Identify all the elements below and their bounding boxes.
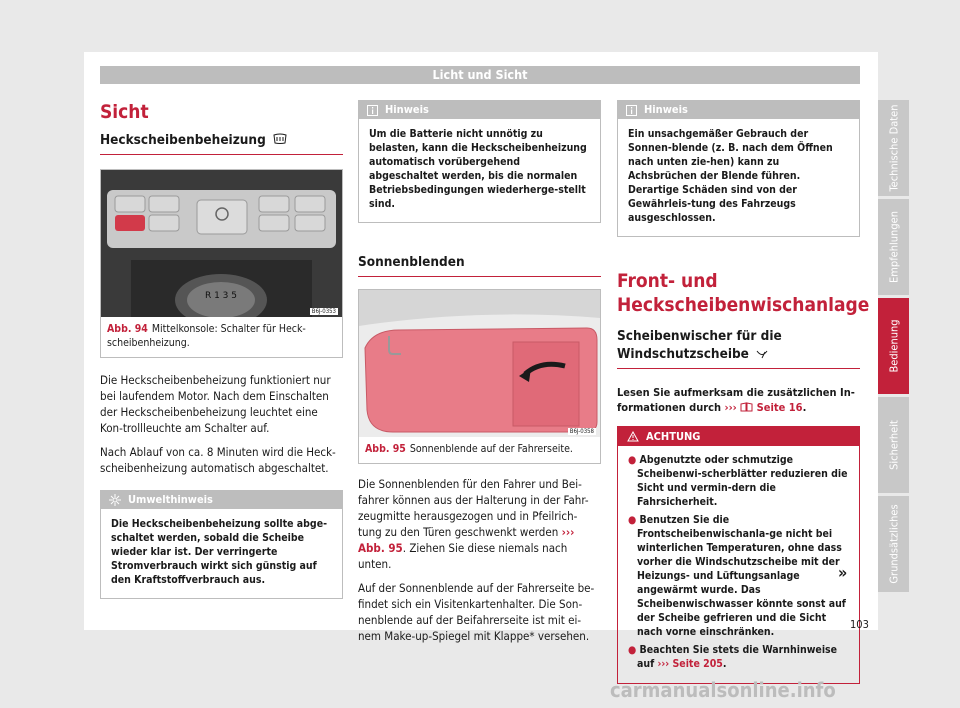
tab-technische-daten[interactable]: Technische Daten <box>878 100 909 196</box>
info-link[interactable]: ››› <box>724 401 737 414</box>
console-photo <box>101 170 342 317</box>
column-right <box>617 100 870 684</box>
page-link[interactable]: ››› Seite 205 <box>657 658 723 670</box>
paragraph: Nach Ablauf von ca. 8 Minuten wird die Heck-scheibenheizung automatisch abgeschaltet. <box>100 445 336 475</box>
hint-note <box>358 100 601 223</box>
heading-rule <box>617 368 860 369</box>
section-heading-sicht: Sicht <box>100 101 149 123</box>
chapter-tabs <box>878 100 909 595</box>
environment-note <box>100 490 343 599</box>
figure-link[interactable]: ››› Abb. 95 <box>358 525 575 555</box>
running-header: Licht und Sicht <box>100 66 860 84</box>
tab-empfehlungen[interactable]: Empfehlungen <box>878 199 909 295</box>
paragraph: Auf der Sonnenblende auf der Fahrerseite be-findet sich ein Visitenkartenhalter. Die Son-nenblende auf der Beifahrerseite ist mit ei-nem Make-up-Spiegel mit Klappe* versehen. <box>358 581 595 643</box>
center-console-image <box>101 170 342 317</box>
continue-arrow: » <box>838 563 848 582</box>
warning-text <box>618 446 859 683</box>
page-link[interactable]: Seite 16 <box>756 401 803 414</box>
figure-number: Abb. 94 <box>107 323 148 335</box>
section-heading: Sonnenblenden <box>358 254 465 270</box>
warning-box <box>617 426 860 684</box>
warning-item: ● Abgenutzte oder schmutzige Scheibenwi-scherblätter reduzieren die Sicht und vermin-dern die Fahrsicherheit. <box>628 454 848 508</box>
figure-abb-95 <box>358 289 601 464</box>
column-middle <box>358 100 601 644</box>
tab-sicherheit[interactable]: Sicherheit <box>878 397 909 493</box>
rear-window-heater-icon <box>273 133 287 145</box>
paragraph: Die Sonnenblenden für den Fahrer und Bei-fahrer können aus der Halterung in der Fahr-zeugmitte herausgezogen und in Pfeilrich-tung zu den Türen geschwenkt werden ››› Abb. 95. Ziehen Sie diese niemals nach unten. <box>358 477 589 571</box>
intro-paragraph: Lesen Sie aufmerksam die zusätzlichen In-formationen durch ››› Seite 16. <box>617 386 855 414</box>
figure-number: Abb. 95 <box>365 443 406 455</box>
wiper-icon <box>756 349 768 359</box>
warning-header: ACHTUNG <box>618 427 859 446</box>
watermark: carmanualsonline.info <box>610 678 836 702</box>
environment-icon <box>109 494 121 506</box>
note-text: Die Heckscheibenbeheizung sollte abge-schaltet werden, sobald die Scheibe wieder klar ist. Der verringerte Stromverbrauch wirkt sich günstig auf den Kraftstoffverbrauch aus. <box>111 518 328 586</box>
image-code: B6J-0358 <box>569 428 594 435</box>
note-text: Um die Batterie nicht unnötig zu belasten, kann die Heckscheibenheizung automatisch vorübergehend abgeschaltet werden, bis die normalen Betriebsbedingungen wiederherge-stellt sind. <box>369 128 587 210</box>
figure-abb-94 <box>100 169 343 358</box>
hint-note <box>617 100 860 237</box>
note-header: Hinweis <box>359 101 600 119</box>
section-heading-wischanlage: Front- und Heckscheibenwischanlage <box>617 270 870 316</box>
heading-rule <box>100 154 343 155</box>
tab-grundsaetzliches[interactable]: Grundsätzliches <box>878 496 909 592</box>
subheading-scheibenwischer: Scheibenwischer für die Windschutzscheibe <box>617 328 782 362</box>
sun-visor-image <box>359 290 600 437</box>
paragraph: Die Heckscheibenbeheizung funktioniert nur bei laufendem Motor. Nach dem Einschalten der Heckscheibenbeheizung leuchtet eine Kon-trollleuchte am Schalter auf. <box>100 373 331 435</box>
figure-caption: Abb. 95 Sonnenblende auf der Fahrerseite. <box>365 443 573 455</box>
info-icon <box>626 105 637 116</box>
note-text: Ein unsachgemäßer Gebrauch der Sonnen-blende (z. B. nach dem Öffnen nach unten zie-hen) kann zu Achsbrüchen der Blende führen. Derartige Schäden sind von der Gewährleis-tung des Fahrzeugs ausgeschlossen. <box>628 128 833 224</box>
svg-text:R 1 3 5: R 1 3 5 <box>204 291 238 301</box>
warning-item: ● Beachten Sie stets die Warnhinweise auf ››› Seite 205. <box>628 644 838 670</box>
image-code: B6J-0353 <box>311 308 336 315</box>
subheading-heckscheibenbeheizung: Heckscheibenbeheizung <box>100 131 343 149</box>
note-header: Umwelthinweis <box>101 491 342 509</box>
column-left <box>100 100 343 599</box>
figure-caption: Abb. 94 Mittelkonsole: Schalter für Heck-scheibenheizung. <box>107 323 306 349</box>
note-header: Hinweis <box>618 101 859 119</box>
section-sonnenblenden <box>358 253 601 277</box>
warning-item: ● Benutzen Sie die Frontscheibenwischanla-ge nicht bei winterlichen Temperaturen, ohne dass vorher die Windschutzscheibe mit der Heizungs- und Lüftungsanlage angewärmt wurde. Das Scheibenwischwasser könnte sonst auf der Scheibe gefrieren und die Sicht nach vorne einschränken. <box>628 514 846 638</box>
info-icon <box>367 105 378 116</box>
tab-bedienung[interactable]: Bedienung <box>878 298 909 394</box>
heading-rule <box>358 276 601 277</box>
warning-triangle-icon <box>627 431 639 442</box>
book-icon <box>740 402 753 412</box>
sun-visor-photo <box>359 290 600 437</box>
page-number: 103 <box>850 618 869 631</box>
